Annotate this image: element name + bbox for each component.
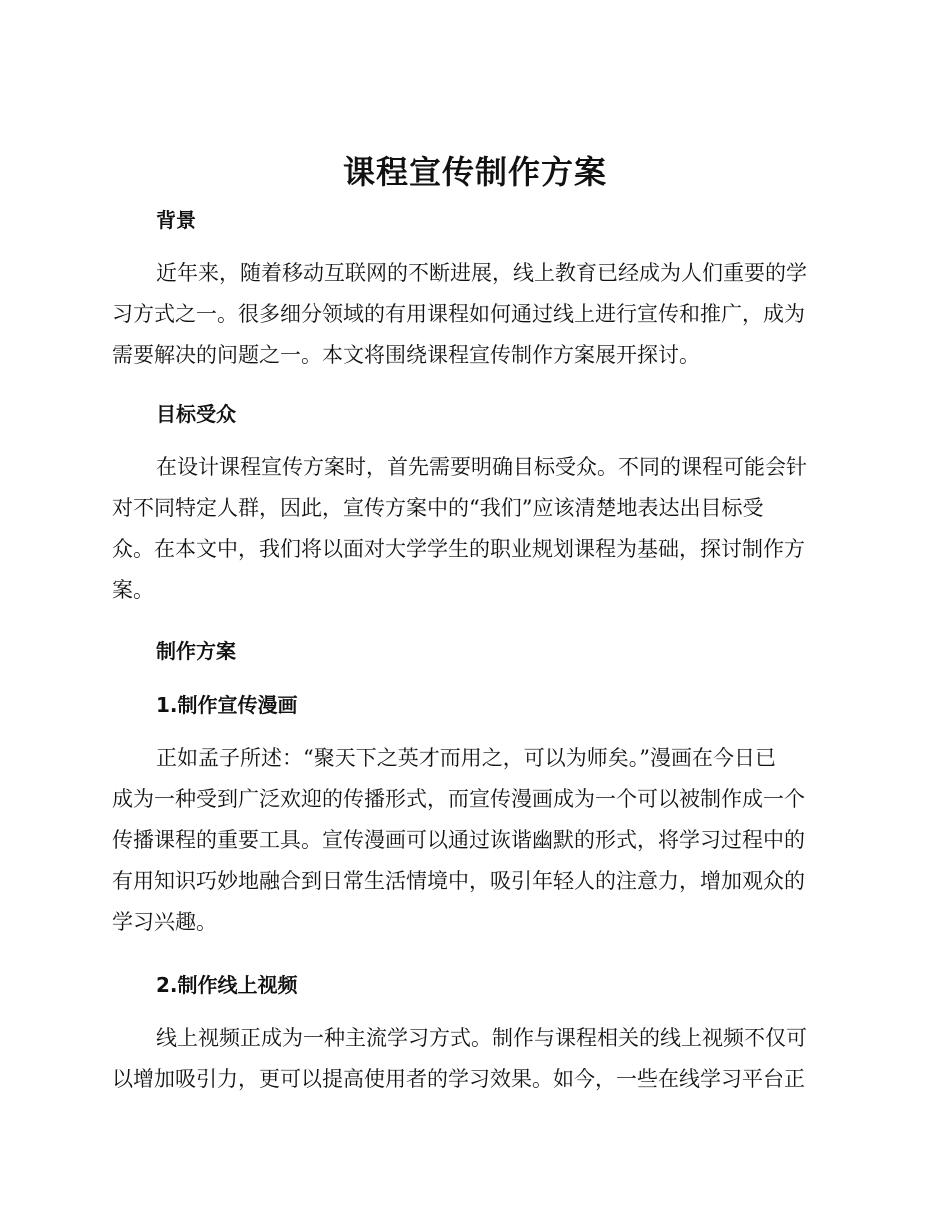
section-paragraph-comic (112, 738, 834, 943)
paragraph-line: 学习兴趣。 (112, 910, 217, 934)
section-paragraph-background (112, 253, 834, 376)
paragraph-line: 习方式之一。很多细分领域的有用课程如何通过线上进行宣传和推广，成为 (112, 302, 805, 326)
paragraph-line: 需要解决的问题之一。本文将围绕课程宣传制作方案展开探讨。 (112, 343, 700, 367)
paragraph-line: 以增加吸引力，更可以提高使用者的学习效果。如今，一些在线学习平台正 (112, 1067, 805, 1091)
section-heading-production-plan: 制作方案 (156, 639, 236, 663)
section-heading-online-video: 2.制作线上视频 (156, 973, 298, 997)
paragraph-line: 近年来，随着移动互联网的不断进展，线上教育已经成为人们重要的学 (156, 261, 807, 285)
paragraph-line: 成为一种受到广泛欢迎的传播形式，而宣传漫画成为一个可以被制作成一个 (112, 787, 805, 811)
paragraph-line: 正如孟子所述：“聚天下之英才而用之，可以为师矣。”漫画在今日已 (156, 746, 776, 770)
paragraph-line: 众。在本文中，我们将以面对大学学生的职业规划课程为基础，探讨制作方 (112, 537, 805, 561)
document-title: 课程宣传制作方案 (342, 153, 607, 191)
paragraph-line: 在设计课程宣传方案时，首先需要明确目标受众。不同的课程可能会针 (156, 455, 807, 479)
paragraph-line: 有用知识巧妙地融合到日常生活情境中，吸引年轻人的注意力，增加观众的 (112, 869, 805, 893)
section-heading-comic: 1.制作宣传漫画 (156, 693, 298, 717)
paragraph-line: 传播课程的重要工具。宣传漫画可以通过诙谐幽默的形式，将学习过程中的 (112, 828, 805, 852)
section-heading-background: 背景 (156, 208, 196, 232)
paragraph-line: 对不同特定人群，因此，宣传方案中的“我们”应该清楚地表达出目标受 (112, 496, 764, 520)
section-heading-target-audience: 目标受众 (156, 402, 236, 426)
paragraph-line: 案。 (112, 578, 154, 602)
paragraph-line: 线上视频正成为一种主流学习方式。制作与课程相关的线上视频不仅可 (156, 1026, 807, 1050)
section-paragraph-target-audience (112, 447, 834, 611)
section-paragraph-online-video (112, 1018, 834, 1100)
